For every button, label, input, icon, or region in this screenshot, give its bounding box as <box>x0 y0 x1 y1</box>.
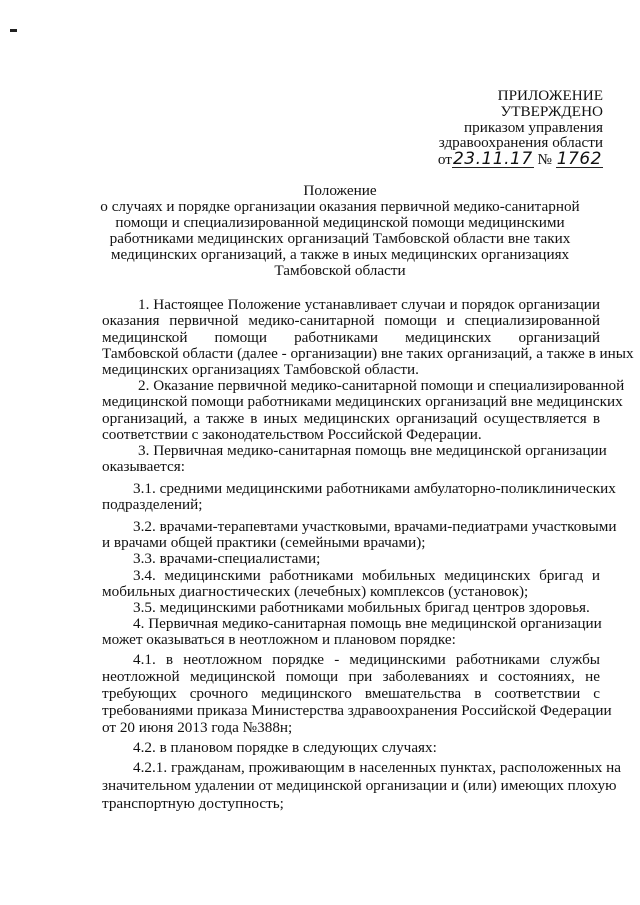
body-line: 2. Оказание первичной медико-санитарной помощи и специализированной <box>138 377 625 394</box>
body-line: мобильных диагностических (лечебных) комплексов (установок); <box>102 583 529 600</box>
handwritten-number: 1762 <box>556 149 602 169</box>
date-prefix: от <box>437 151 452 168</box>
body-line: от 20 июня 2013 года №388н; <box>102 719 293 736</box>
body-line: медицинской помощи работниками медицинских организаций вне медицинских <box>102 393 623 410</box>
body-line: оказания первичной медико-санитарной помощи и специализированной <box>102 312 600 329</box>
body-line: 3.5. медицинскими работниками мобильных бригад центров здоровья. <box>133 599 590 616</box>
body-line: 4.1. в неотложном порядке - медицинскими работниками службы <box>133 651 600 668</box>
title-line: работниками медицинских организаций Тамбовской области вне таких <box>109 230 571 247</box>
number-sign: № <box>537 151 552 168</box>
title-line: о случаях и порядке организации оказания первичной медико-санитарной <box>100 198 580 215</box>
approved-label: УТВЕРЖДЕНО <box>500 103 603 120</box>
body-line: медицинской помощи работниками медицинских организаций <box>102 329 600 346</box>
body-line: оказывается: <box>102 458 185 475</box>
appendix-label: ПРИЛОЖЕНИЕ <box>497 87 603 104</box>
body-line: неотложной медицинской помощи при заболеваниях и состояниях, не <box>102 668 600 685</box>
body-line: требованиями приказа Министерства здравоохранения Российской Федерации <box>102 702 612 719</box>
scan-mark <box>10 29 17 32</box>
body-line: 3.2. врачами-терапевтами участковыми, врачами-педиатрами участковыми <box>133 518 617 535</box>
body-line: соответствии с законодательством Российской Федерации. <box>102 426 482 443</box>
body-line: транспортную доступность; <box>102 795 284 812</box>
body-line: требующих срочного медицинского вмешательства в соответствии с <box>102 685 600 702</box>
body-line: 1. Настоящее Положение устанавливает случаи и порядок организации <box>138 296 600 313</box>
body-line: 3.4. медицинскими работниками мобильных медицинских бригад и <box>133 567 600 584</box>
handwritten-date: 23.11.17 <box>452 149 533 169</box>
body-line: 4.2.1. гражданам, проживающим в населенных пунктах, расположенных на <box>133 759 622 776</box>
document-title: Положение <box>303 182 377 199</box>
body-line: подразделений; <box>102 496 203 513</box>
body-line: 4.2. в плановом порядке в следующих случаях: <box>133 739 437 756</box>
body-line: 3.3. врачами-специалистами; <box>133 550 321 567</box>
body-line: 3.1. средними медицинскими работниками амбулаторно-поликлинических <box>133 480 616 497</box>
body-line: может оказываться в неотложном и плановом порядке: <box>102 631 456 648</box>
order-date-number <box>438 151 603 168</box>
body-line: 3. Первичная медико-санитарная помощь вне медицинской организации <box>138 442 607 459</box>
body-line: значительном удалении от медицинской организации и (или) имеющих плохую <box>102 777 617 794</box>
title-line: Тамбовской области <box>274 262 406 279</box>
department-label: здравоохранения области <box>438 134 603 151</box>
body-line: и врачами общей практики (семейными врачами); <box>102 534 426 551</box>
body-line: 4. Первичная медико-санитарная помощь вне медицинской организации <box>133 615 602 632</box>
order-label: приказом управления <box>464 119 603 136</box>
body-line: медицинских организациях Тамбовской области. <box>102 361 419 378</box>
title-line: помощи и специализированной медицинской помощи медицинскими <box>115 214 565 231</box>
title-line: медицинских организаций, а также в иных медицинских организациях <box>110 246 570 263</box>
body-line: Тамбовской области (далее - организации) вне таких организаций, а также в иных <box>102 345 634 362</box>
body-line: организаций, а также в иных медицинских организаций осуществляется в <box>102 410 600 427</box>
